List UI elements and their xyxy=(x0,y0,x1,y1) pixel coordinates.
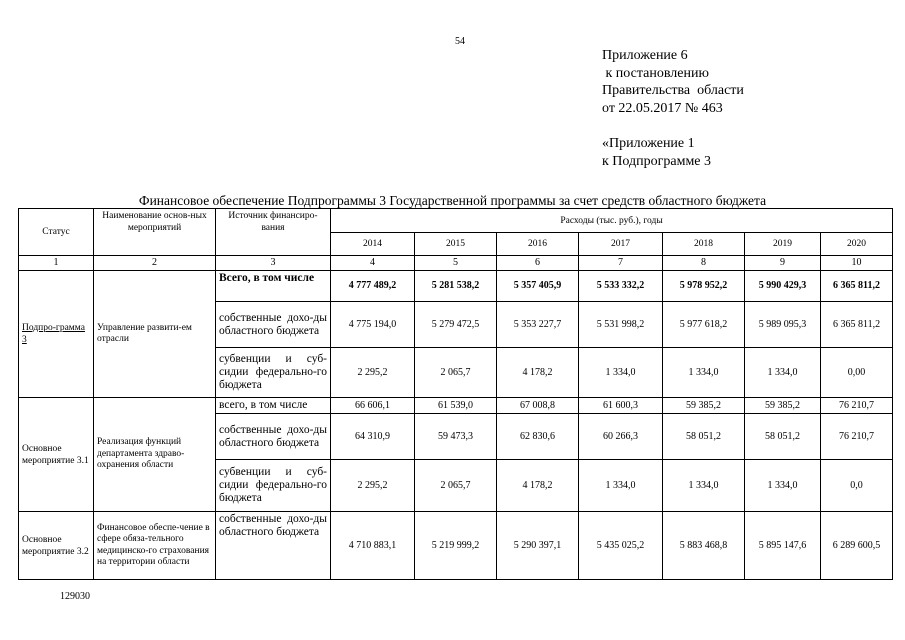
source-cell: собственные дохо-ды областного бюджета xyxy=(216,414,331,460)
column-number: 9 xyxy=(745,256,821,271)
column-number: 8 xyxy=(663,256,745,271)
value-cell: 5 357 405,9 xyxy=(497,271,579,302)
value-cell: 5 279 472,5 xyxy=(415,302,497,348)
header-year: 2017 xyxy=(579,233,663,256)
appendix-line: Приложение 6 xyxy=(602,48,688,63)
appendix-line: к постановлению xyxy=(602,65,709,81)
status-cell: Основное мероприятие 3.2 xyxy=(19,512,94,580)
value-cell: 5 989 095,3 xyxy=(745,302,821,348)
appendix-line: от 22.05.2017 № 463 xyxy=(602,100,723,116)
column-number: 10 xyxy=(821,256,893,271)
value-cell: 76 210,7 xyxy=(821,398,893,414)
source-cell: всего, в том числе xyxy=(216,398,331,414)
value-cell: 62 830,6 xyxy=(497,414,579,460)
value-cell: 66 606,1 xyxy=(331,398,415,414)
footer-code: 129030 xyxy=(60,591,90,602)
value-cell: 76 210,7 xyxy=(821,414,893,460)
header-year: 2014 xyxy=(331,233,415,256)
table-row xyxy=(19,512,893,580)
event-cell: Управление развити-ем отрасли xyxy=(94,271,216,398)
value-cell: 5 353 227,7 xyxy=(497,302,579,348)
value-cell: 0,0 xyxy=(821,460,893,512)
column-number: 3 xyxy=(216,256,331,271)
table-row xyxy=(19,398,893,414)
value-cell: 6 365 811,2 xyxy=(821,302,893,348)
table-row xyxy=(19,271,893,302)
column-number: 2 xyxy=(94,256,216,271)
value-cell: 1 334,0 xyxy=(745,348,821,398)
value-cell: 0,00 xyxy=(821,348,893,398)
column-number: 6 xyxy=(497,256,579,271)
value-cell: 67 008,8 xyxy=(497,398,579,414)
header-event: Наименование основ-ных мероприятий xyxy=(94,209,216,256)
event-cell: Реализация функций департамента здраво-охранения области xyxy=(94,398,216,512)
appendix-line: «Приложение 1 xyxy=(602,136,695,151)
value-cell: 5 219 999,2 xyxy=(415,512,497,580)
header-year: 2016 xyxy=(497,233,579,256)
value-cell: 6 289 600,5 xyxy=(821,512,893,580)
status-cell: Основное мероприятие 3.1 xyxy=(19,398,94,512)
financing-table xyxy=(18,208,893,580)
value-cell: 61 539,0 xyxy=(415,398,497,414)
value-cell: 5 531 998,2 xyxy=(579,302,663,348)
value-cell: 64 310,9 xyxy=(331,414,415,460)
column-number: 7 xyxy=(579,256,663,271)
source-cell: Всего, в том числе xyxy=(216,271,331,302)
value-cell: 61 600,3 xyxy=(579,398,663,414)
value-cell: 1 334,0 xyxy=(745,460,821,512)
value-cell: 1 334,0 xyxy=(579,348,663,398)
value-cell: 4 178,2 xyxy=(497,460,579,512)
source-cell: собственные дохо-ды областного бюджета xyxy=(216,512,331,580)
value-cell: 1 334,0 xyxy=(663,348,745,398)
value-cell: 5 533 332,2 xyxy=(579,271,663,302)
value-cell: 4 775 194,0 xyxy=(331,302,415,348)
value-cell: 59 385,2 xyxy=(745,398,821,414)
value-cell: 59 473,3 xyxy=(415,414,497,460)
value-cell: 60 266,3 xyxy=(579,414,663,460)
event-cell: Финансовое обеспе-чение в сфере обяза-тельного медицинско-го страхования на территории области xyxy=(94,512,216,580)
value-cell: 5 883 468,8 xyxy=(663,512,745,580)
appendix-header xyxy=(602,47,744,170)
status-cell: Подпро-грамма 3 xyxy=(19,271,94,398)
header-year: 2018 xyxy=(663,233,745,256)
value-cell: 58 051,2 xyxy=(663,414,745,460)
value-cell: 4 777 489,2 xyxy=(331,271,415,302)
value-cell: 5 290 397,1 xyxy=(497,512,579,580)
source-cell: субвенции и суб-сидии федерально-го бюджета xyxy=(216,348,331,398)
value-cell: 4 710 883,1 xyxy=(331,512,415,580)
value-cell: 5 281 538,2 xyxy=(415,271,497,302)
column-number: 4 xyxy=(331,256,415,271)
header-year: 2019 xyxy=(745,233,821,256)
value-cell: 58 051,2 xyxy=(745,414,821,460)
header-status: Статус xyxy=(19,209,94,256)
value-cell: 5 895 147,6 xyxy=(745,512,821,580)
value-cell: 6 365 811,2 xyxy=(821,271,893,302)
appendix-line: к Подпрограмме 3 xyxy=(602,153,712,169)
value-cell: 59 385,2 xyxy=(663,398,745,414)
value-cell: 2 295,2 xyxy=(331,348,415,398)
value-cell: 5 435 025,2 xyxy=(579,512,663,580)
column-number: 5 xyxy=(415,256,497,271)
header-source: Источник финансиро-вания xyxy=(216,209,331,256)
value-cell: 5 990 429,3 xyxy=(745,271,821,302)
source-cell: собственные дохо-ды областного бюджета xyxy=(216,302,331,348)
value-cell: 1 334,0 xyxy=(579,460,663,512)
header-expenses: Расходы (тыс. руб.), годы xyxy=(331,209,893,233)
value-cell: 2 065,7 xyxy=(415,348,497,398)
column-number: 1 xyxy=(19,256,94,271)
document-title: Финансовое обеспечение Подпрограммы 3 Государственной программы за счет средств областного бюджета xyxy=(138,193,767,208)
header-year: 2020 xyxy=(821,233,893,256)
value-cell: 2 295,2 xyxy=(331,460,415,512)
value-cell: 5 977 618,2 xyxy=(663,302,745,348)
value-cell: 4 178,2 xyxy=(497,348,579,398)
value-cell: 2 065,7 xyxy=(415,460,497,512)
value-cell: 5 978 952,2 xyxy=(663,271,745,302)
source-cell: субвенции и суб-сидии федерально-го бюджета xyxy=(216,460,331,512)
header-year: 2015 xyxy=(415,233,497,256)
appendix-line: Правительства области xyxy=(602,83,744,98)
page-number: 54 xyxy=(455,36,465,47)
value-cell: 1 334,0 xyxy=(663,460,745,512)
